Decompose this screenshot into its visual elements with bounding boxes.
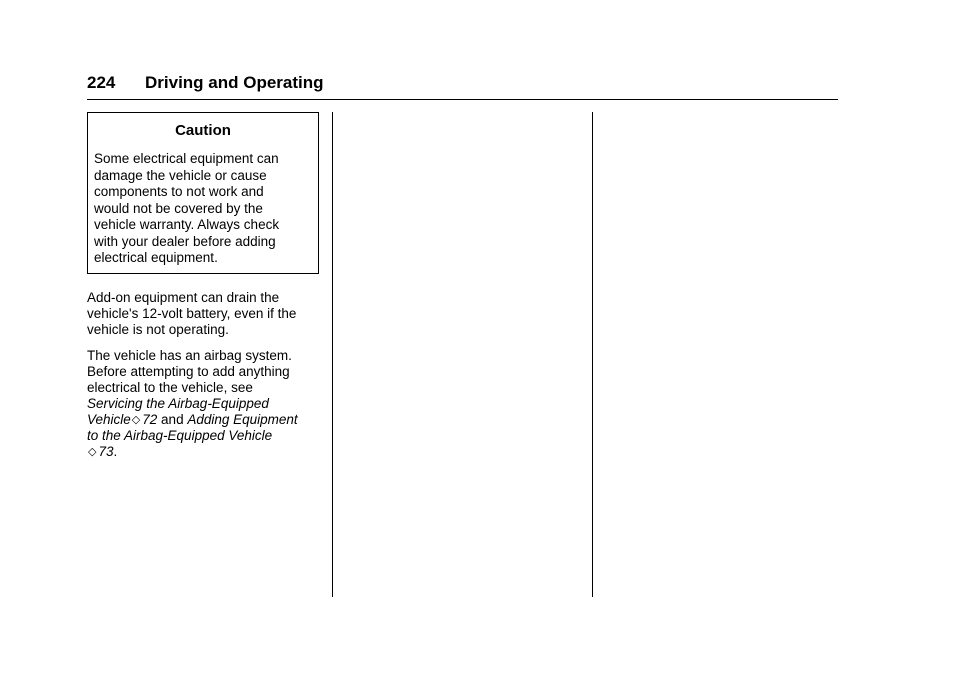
column-divider-2 [592, 112, 593, 597]
page-reference-arrow-icon: ◇ [88, 445, 97, 458]
ref-title: Adding Equipment [187, 411, 298, 427]
caution-box [87, 112, 319, 274]
paragraph-battery [87, 290, 319, 338]
para-line: Before attempting to add anything [87, 363, 290, 379]
column-left [87, 112, 319, 460]
ref-title: Vehicle [87, 411, 131, 427]
caution-line: would not be covered by the [94, 200, 263, 216]
para-line: Add-on equipment can drain the [87, 289, 280, 305]
end-punctuation: . [113, 443, 118, 459]
para-line: vehicle is not operating. [87, 321, 229, 337]
ref-page-number[interactable]: 72 [142, 411, 158, 427]
para-line: vehicle's 12-volt battery, even if the [87, 305, 297, 321]
caution-line: vehicle warranty. Always check [94, 217, 280, 232]
caution-line: with your dealer before adding [94, 233, 276, 249]
paragraph-airbag [87, 348, 319, 460]
caution-line: damage the vehicle or cause [94, 167, 267, 183]
ref-page-number[interactable]: 73 [98, 443, 114, 459]
caution-line: components to not work and [94, 184, 264, 199]
page-number: 224 [87, 73, 116, 92]
caution-line: Some electrical equipment can [94, 151, 279, 166]
column-divider-1 [332, 112, 333, 597]
caution-title: Caution [175, 122, 231, 139]
caution-line: electrical equipment. [94, 250, 218, 265]
para-line: The vehicle has an airbag system. [87, 347, 292, 363]
para-line: electrical to the vehicle, see [87, 379, 253, 395]
conjunction-text: and [161, 411, 184, 427]
ref-title: to the Airbag-Equipped Vehicle [87, 427, 273, 443]
caution-text [94, 151, 312, 267]
ref-title: Servicing the Airbag-Equipped [87, 395, 269, 411]
page-header [87, 72, 838, 100]
section-title: Driving and Operating [145, 73, 324, 92]
page-reference-arrow-icon: ◇ [131, 413, 141, 426]
